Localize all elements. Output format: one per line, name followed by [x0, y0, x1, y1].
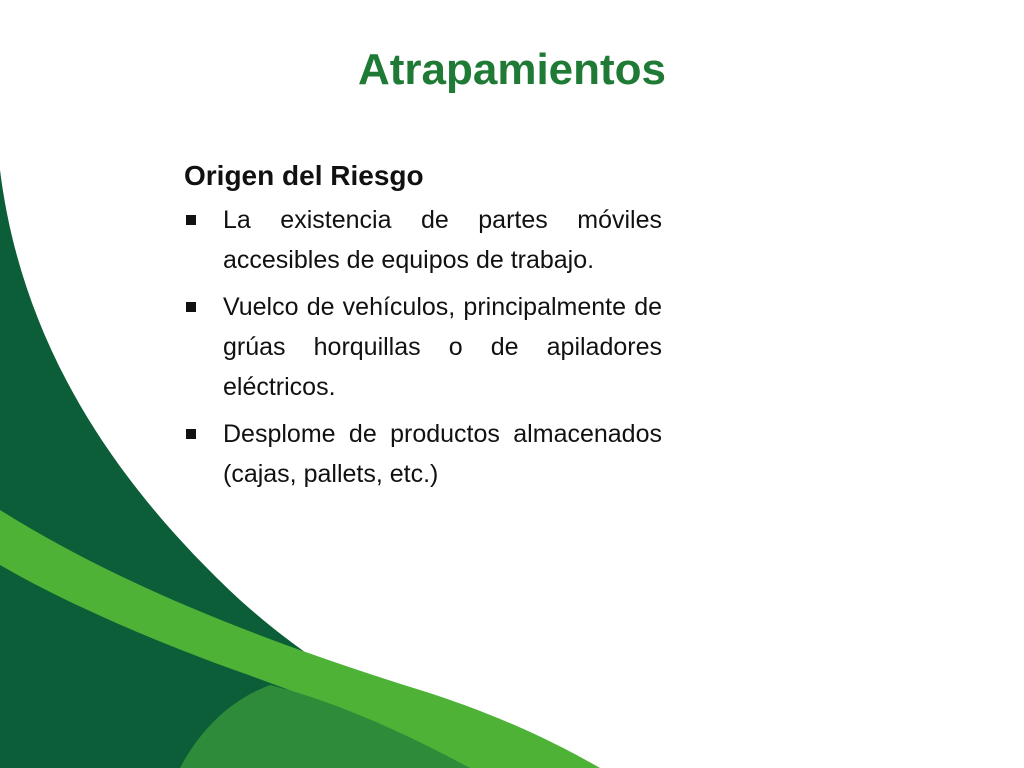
square-bullet-icon: [186, 215, 196, 225]
content-area: [184, 156, 662, 501]
list-item: [184, 287, 662, 407]
bullet-text: Vuelco de vehículos, principalmente de grúas horquillas o de apiladores eléctricos.: [223, 293, 662, 401]
list-item: [184, 414, 662, 494]
square-bullet-icon: [186, 302, 196, 312]
square-bullet-icon: [186, 429, 196, 439]
bullet-list: [184, 200, 662, 494]
bullet-text: Desplome de productos almacenados (cajas, pallets, etc.): [223, 420, 662, 488]
list-item: [184, 200, 662, 280]
section-heading: Origen del Riesgo: [184, 160, 424, 191]
slide-title: Atrapamientos: [357, 45, 667, 94]
bullet-text: La existencia de partes móviles accesibles de equipos de trabajo.: [223, 206, 662, 274]
